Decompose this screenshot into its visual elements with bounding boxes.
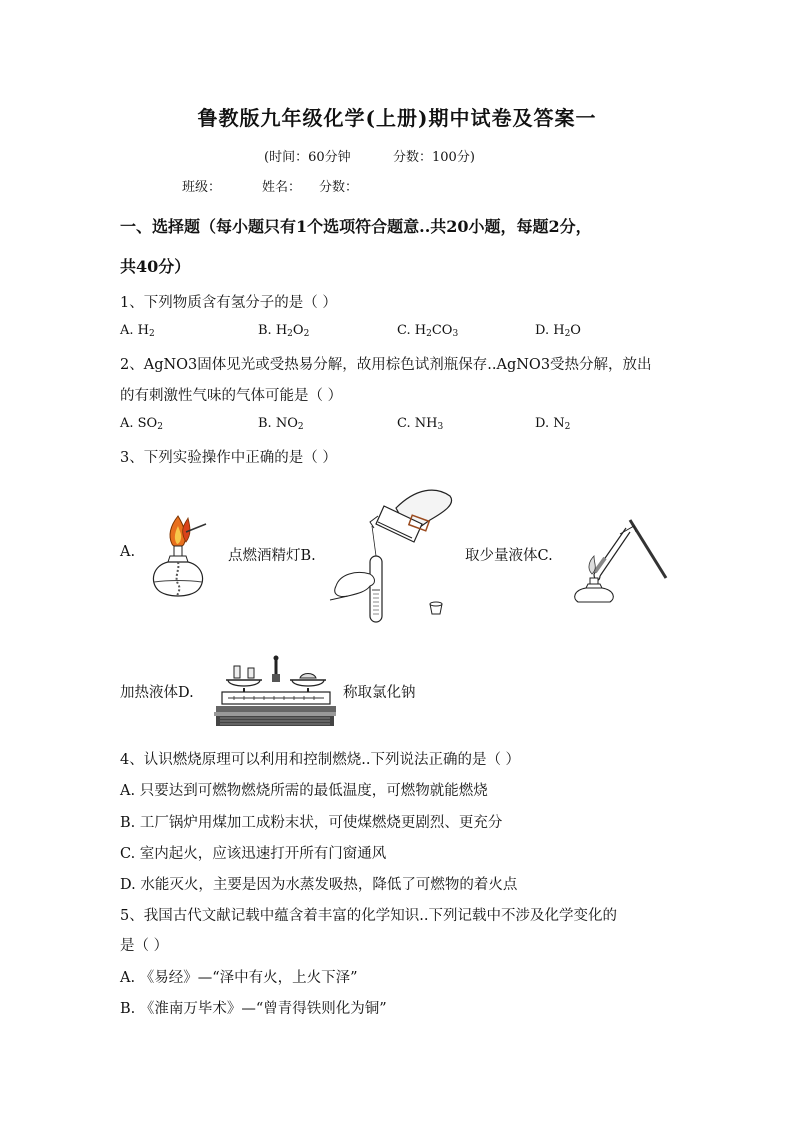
q3-option-c-text: 加热液体D. [120, 685, 194, 701]
question-2-stem: 2、AgNO3固体见光或受热易分解，故用棕色试剂瓶保存..AgNO3受热分解，放出 [120, 357, 652, 373]
question-2-stem-cont: 的有刺激性气味的气体可能是（ ） [120, 388, 343, 404]
q4-option-a: A. 只要达到可燃物燃烧所需的最低温度，可燃物就能燃烧 [120, 783, 488, 799]
balance-scale-illustration [214, 654, 336, 730]
question-5-stem: 5、我国古代文献记载中蕴含着丰富的化学知识..下列记载中不涉及化学变化的 [120, 908, 617, 924]
alcohol-lamp-illustration [148, 510, 208, 602]
q3-option-a-text: 点燃酒精灯B. [228, 548, 316, 564]
question-1-stem: 1、下列物质含有氢分子的是（ ） [120, 295, 337, 311]
q4-option-c: C. 室内起火，应该迅速打开所有门窗通风 [120, 846, 387, 862]
name-field-label: 姓名： [262, 180, 302, 195]
q1-option-c: C. $H_2CO_3$ [397, 323, 459, 339]
q4-option-d: D. 水能灭火，主要是因为水蒸发吸热，降低了可燃物的着火点 [120, 877, 518, 893]
section-heading-cont: 共40分） [120, 257, 191, 276]
q4-option-b: B. 工厂锅炉用煤加工成粉末状，可使煤燃烧更剧烈、更充分 [120, 815, 503, 831]
q3-option-d-text: 称取氯化钠 [343, 685, 416, 701]
question-5-stem-cont: 是（ ） [120, 938, 169, 954]
q2-option-a: A. $SO_2$ [120, 416, 163, 432]
q2-option-b: B. $NO_2$ [258, 416, 304, 432]
q1-option-a: A. $H_2$ [120, 323, 155, 339]
class-field-label: 班级： [182, 180, 222, 195]
q5-option-a: A. 《易经》—“泽中有火，上火下泽” [120, 970, 358, 986]
section-heading: 一、选择题（每小题只有1个选项符合题意..共20小题，每题2分， [120, 217, 592, 236]
heating-liquid-illustration [572, 512, 672, 604]
question-4-stem: 4、认识燃烧原理可以利用和控制燃烧..下列说法正确的是（ ） [120, 752, 521, 768]
q1-option-b: B. $H_2O_2$ [258, 323, 310, 339]
q1-option-d: D. $H_2O$ [535, 323, 581, 339]
exam-score: 分数：100分) [393, 150, 475, 165]
q3-option-a-letter: A. [120, 544, 136, 560]
pouring-liquid-illustration [326, 478, 462, 628]
q3-option-b-text: 取少量液体C. [465, 548, 553, 564]
q2-option-d: D. $N_2$ [535, 416, 571, 432]
page-title: 鲁教版九年级化学(上册)期中试卷及答案一 [197, 106, 597, 130]
question-3-stem: 3、下列实验操作中正确的是（ ） [120, 450, 337, 466]
q2-option-c: C. $NH_3$ [397, 416, 444, 432]
exam-time: (时间：60分钟 [264, 150, 351, 165]
q5-option-b: B. 《淮南万毕术》—“曾青得铁则化为铜” [120, 1001, 387, 1017]
score-field-label: 分数： [319, 180, 359, 195]
